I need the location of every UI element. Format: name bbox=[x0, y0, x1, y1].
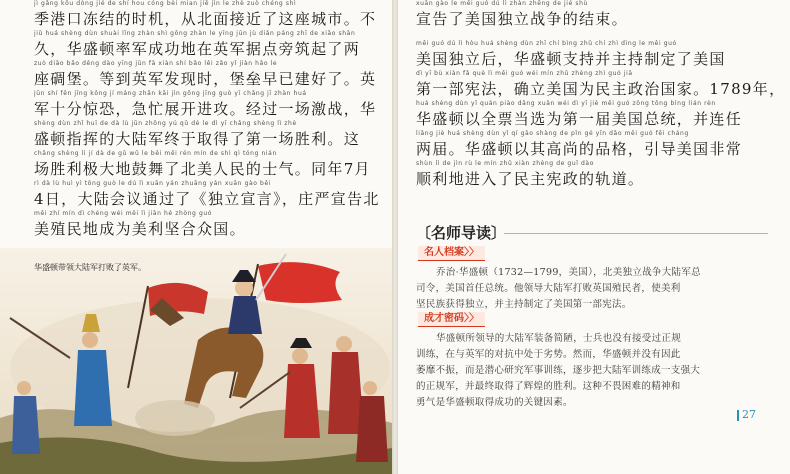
page-number-marker bbox=[737, 410, 739, 421]
right-text-block bbox=[416, 0, 786, 190]
left-line-5 bbox=[34, 120, 380, 150]
pinyin-line: liǎng jiè huá shèng dùn yǐ qí gāo shàng de pǐn gé yǐn dǎo měi guó fēi cháng bbox=[416, 130, 689, 137]
general-figure bbox=[228, 296, 262, 334]
teacher-guide-box bbox=[416, 222, 770, 444]
hanzi-line: 4日，大陆会议通过了《独立宣言》，庄严宣告北 bbox=[34, 190, 380, 208]
hanzi-line: 座碉堡。等到英军发现时，堡垒早已建好了。英 bbox=[34, 70, 377, 88]
success-line: 勇气是华盛顿取得成功的关键因素。 bbox=[416, 397, 573, 408]
left-line-2 bbox=[34, 30, 380, 60]
right-line-2 bbox=[416, 40, 786, 70]
success-label: 成才密码〉〉 bbox=[418, 312, 485, 327]
hanzi-line: 久，华盛顿率军成功地在英军据点旁筑起了两 bbox=[34, 40, 361, 58]
battle-illustration bbox=[0, 248, 392, 474]
illustration-caption: 华盛顿带领大陆军打败了英军。 bbox=[34, 263, 146, 272]
right-page bbox=[398, 0, 790, 474]
pinyin-line: xuān gào le měi guó dú lì zhàn zhēng de jié shù bbox=[416, 0, 588, 7]
hanzi-line: 美国独立后，华盛顿支持并主持制定了美国 bbox=[416, 50, 726, 68]
pinyin-line: shèng dùn zhǐ huī de dà lù jūn zhōng yú qǔ dé le dì yī chǎng shèng lì zhè bbox=[34, 120, 297, 127]
pinyin-line: jūn shí fēn jīng kǒng jí máng zhǎn kāi jìn gōng jīng guò yī chǎng jī zhàn huá bbox=[34, 90, 307, 97]
left-line-6 bbox=[34, 150, 380, 180]
pinyin-line: huá shèng dùn yǐ quán piào dāng xuǎn wéi dì yī jiè měi guó zǒng tǒng bìng lián rèn bbox=[416, 100, 716, 107]
success-line: 华盛顿所领导的大陆军装备简陋，士兵也没有接受过正规 bbox=[436, 333, 682, 344]
right-line-6 bbox=[416, 160, 786, 190]
hanzi-line: 顺利地进入了民主宪政的轨道。 bbox=[416, 170, 645, 188]
hanzi-line: 华盛顿以全票当选为第一届美国总统，并连任 bbox=[416, 110, 743, 128]
right-line-1 bbox=[416, 0, 786, 30]
hanzi-line: 盛顿指挥的大陆军终于取得了第一场胜利。这 bbox=[34, 130, 361, 148]
left-line-7 bbox=[34, 180, 380, 210]
page-number: 27 bbox=[742, 408, 756, 421]
pinyin-line: jiǔ huá shèng dùn shuài lǐng zhàn shì gōng zhàn le yīng jūn jù diǎn páng zhī de xiǎo shān bbox=[34, 30, 356, 37]
left-line-1 bbox=[34, 0, 380, 30]
hanzi-line: 军十分惊恐，急忙展开进攻。经过一场激战，华 bbox=[34, 100, 377, 118]
right-line-3 bbox=[416, 70, 786, 100]
hanzi-line: 第一部宪法，确立美国为民主政治国家。1789年， bbox=[416, 80, 786, 98]
right-line-5 bbox=[416, 130, 786, 160]
left-text-block bbox=[34, 0, 380, 240]
success-line: 训练，在与英军的对抗中处于劣势。然而，华盛顿并没有因此 bbox=[416, 349, 681, 360]
profile-label: 名人档案〉〉 bbox=[418, 246, 485, 261]
battle-scene-drawing bbox=[0, 248, 392, 474]
left-line-4 bbox=[34, 90, 380, 120]
soldier-red bbox=[284, 364, 320, 438]
pinyin-line: zuò diāo bǎo děng dào yīng jūn fā xiàn shí bǎo lěi zǎo yǐ jiàn hǎo le bbox=[34, 60, 278, 67]
left-line-3 bbox=[34, 60, 380, 90]
profile-line: 坚民族获得独立，并主持制定了美国第一部宪法。 bbox=[416, 299, 632, 310]
red-flag-right bbox=[258, 262, 342, 303]
pinyin-line: měi guó dú lì hòu huá shèng dùn zhī chí bìng zhǔ chí zhì dìng le měi guó bbox=[416, 40, 677, 47]
pinyin-line: shùn lì de jìn rù le mín zhǔ xiàn zhèng de guǐ dào bbox=[416, 160, 594, 167]
guide-divider bbox=[504, 233, 768, 234]
pinyin-line: rì dà lù huì yì tōng guò le dú lì xuān yán zhuāng yán xuān gào běi bbox=[34, 180, 272, 187]
success-line: 的正规军，并最终取得了辉煌的胜利。这种不畏困难的精神和 bbox=[416, 381, 681, 392]
left-line-8 bbox=[34, 210, 380, 240]
pinyin-line: chǎng shèng lì jí dà de gǔ wǔ le běi měi rén mín de shì qì tóng nián bbox=[34, 150, 277, 157]
hanzi-line: 宣告了美国独立战争的结束。 bbox=[416, 10, 628, 28]
hanzi-line: 两届。华盛顿以其高尚的品格，引导美国非常 bbox=[416, 140, 743, 158]
success-line: 萎靡不振，而是潜心研究军事训练，逐步把大陆军训练成一支强大 bbox=[416, 365, 701, 376]
left-page bbox=[0, 0, 392, 474]
hanzi-line: 美殖民地成为美利坚合众国。 bbox=[34, 220, 246, 238]
hanzi-line: 场胜利极大地鼓舞了北美人民的士气。同年7月 bbox=[34, 160, 371, 178]
soldier-blue bbox=[74, 350, 112, 426]
pinyin-line: jì gǎng kǒu dòng jié de shí hou cóng bèi mian jiē jìn le zhè zuò chéng shì bbox=[34, 0, 297, 7]
hanzi-line: 季港口冻结的时机，从北面接近了这座城市。不 bbox=[34, 10, 377, 28]
profile-line: 乔治·华盛顿（1732—1799，美国），北美独立战争大陆军总 bbox=[436, 267, 701, 278]
right-line-4 bbox=[416, 100, 786, 130]
pinyin-line: měi zhí mín dì chéng wéi měi lì jiān hé zhòng guó bbox=[34, 210, 213, 217]
pinyin-line: dì yī bù xiàn fǎ què lì měi guó wéi mín zhǔ zhèng zhì guó jiā bbox=[416, 70, 633, 77]
guide-title: 〔名师导读〕 bbox=[416, 224, 507, 242]
profile-line: 司令，美国首任总统。他领导大陆军打败英国殖民者，使美利 bbox=[416, 283, 681, 294]
